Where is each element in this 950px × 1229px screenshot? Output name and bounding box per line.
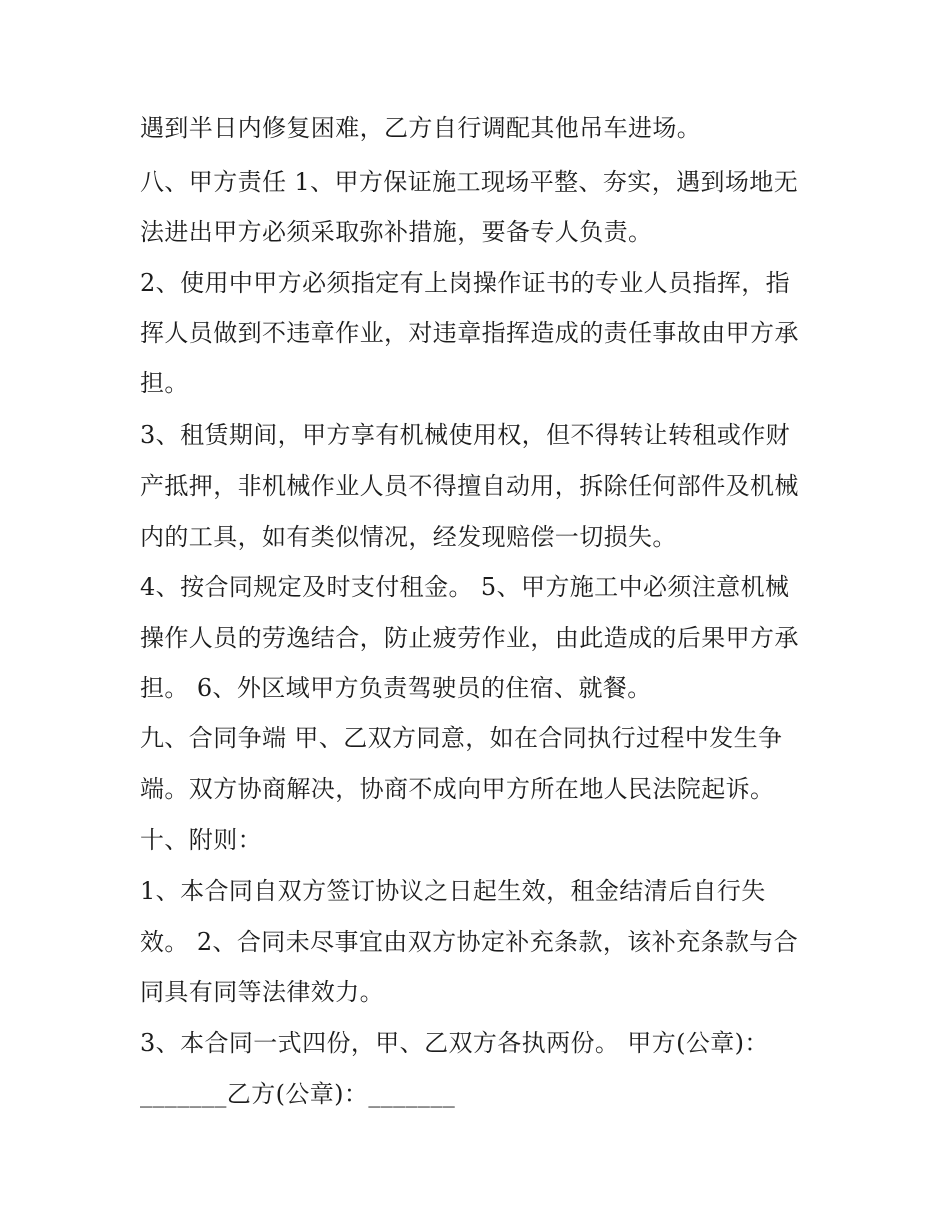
text-line: 遇到半日内修复困难，乙方自行调配其他吊车进场。 [140, 114, 702, 142]
text-line: 十、附则： [140, 826, 262, 854]
text-line: 九、合同争端 甲、乙双方同意，如在合同执行过程中发生争 [140, 724, 783, 752]
text-line: 2、使用中甲方必须指定有上岗操作证书的专业人员指挥，指 [140, 269, 791, 297]
text-line: 八、甲方责任 1、甲方保证施工现场平整、夯实，遇到场地无 [140, 168, 799, 196]
text-line: 内的工具，如有类似情况，经发现赔偿一切损失。 [140, 523, 677, 551]
text-line: 3、租赁期间，甲方享有机械使用权，但不得转让转租或作财 [140, 421, 791, 449]
text-line: 担。 6、外区域甲方负责驾驶员的住宿、就餐。 [140, 674, 652, 702]
text-line: 挥人员做到不违章作业，对违章指挥造成的责任事故由甲方承 [140, 319, 799, 347]
signature-line: _______乙方(公章)：_______ [140, 1080, 456, 1108]
text-line: 3、本合同一式四份，甲、乙双方各执两份。 甲方(公章)： [140, 1029, 769, 1057]
text-line: 操作人员的劳逸结合，防止疲劳作业，由此造成的后果甲方承 [140, 624, 799, 652]
text-line: 同具有同等法律效力。 [140, 978, 384, 1006]
text-line: 产抵押，非机械作业人员不得擅自动用，拆除任何部件及机械 [140, 472, 799, 500]
text-line: 端。双方协商解决，协商不成向甲方所在地人民法院起诉。 [140, 775, 775, 803]
text-line: 4、按合同规定及时支付租金。 5、甲方施工中必须注意机械 [140, 573, 790, 601]
text-line: 1、本合同自双方签订协议之日起生效，租金结清后自行失 [140, 877, 766, 905]
text-line: 法进出甲方必须采取弥补措施，要备专人负责。 [140, 218, 653, 246]
text-line: 担。 [140, 369, 189, 397]
text-line: 效。 2、合同未尽事宜由双方协定补充条款，该补充条款与合 [140, 928, 799, 956]
